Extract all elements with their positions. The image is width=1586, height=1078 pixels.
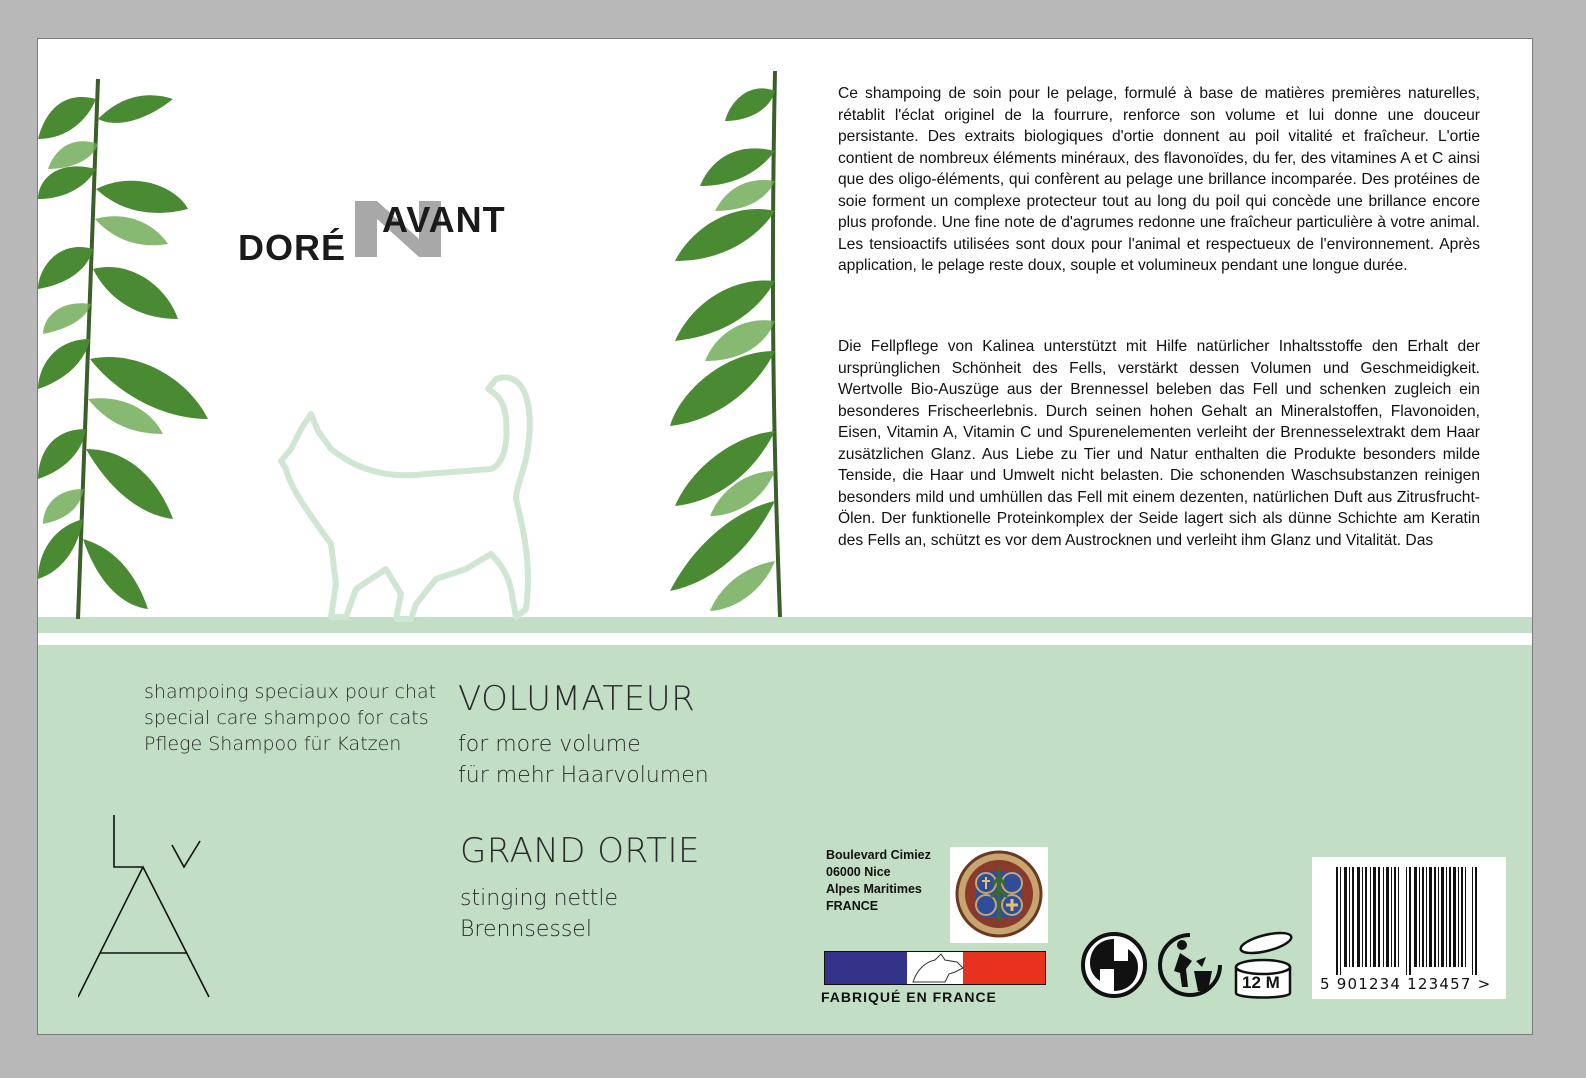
pao-label: 12 M: [1242, 973, 1280, 992]
french-flag: [824, 951, 1046, 985]
crest-icon: [950, 847, 1048, 943]
made-in-france-badge: [821, 951, 1046, 1011]
brand-name-dore: DORÉ: [238, 227, 347, 268]
product-type-en: special care shampoo for cats: [144, 707, 429, 729]
nettle-plant-icon: [38, 59, 218, 619]
address-line: 06000 Nice: [826, 865, 891, 879]
product-type-de: Pflege Shampoo für Katzen: [144, 733, 402, 755]
ingredient-sub-en: stinging nettle: [460, 886, 618, 911]
variant-sub-en: for more volume: [458, 732, 641, 757]
barcode-number: 5 901234 123457 >: [1320, 975, 1492, 993]
ingredient-block: [460, 831, 700, 945]
address-line: Alpes Maritimes: [826, 882, 922, 896]
product-label: [37, 38, 1533, 1035]
variant-block: [458, 679, 709, 791]
address-block: [826, 847, 931, 915]
description-french: Ce shampoing de soin pour le pelage, formulé à base de matières premières naturelles, rétablit l'éclat originel de la fourrure, renforce son volume et lui donne une douceur persistante. Des extraits biologiques d'ortie donnent au poil vitalité et fraîcheur. L'ortie contient de nombreux éléments minéraux, des flavonoïdes, du fer, des vitamines A et C ainsi que des oligo-éléments, qui confèrent au pelage une brillance incomparée. Des protéines de soie forment un complexe protecteur tout au long du poil qui concède une brillance encore plus profonde. Une fine note de d'agrumes redonne une fraîcheur particulière à votre animal. Les tensioactifs utilisées sont doux pour l'animal et respectueux de l'environnement. Après application, le pelage reste doux, souple et volumineux pendant une longue durée.: [838, 85, 1480, 274]
green-dot-icon: [1080, 931, 1148, 999]
brand-name-avant: AVANT: [382, 199, 506, 240]
description-german: Die Fellpflege von Kalinea unterstützt mit Hilfe natürlicher Inhaltsstoffe den Erhalt der ursprünglichen Schönheit des Fells, verstärkt dessen Volumen und Geschmeidigkeit. Wertvolle Bio-Auszüge aus der Brennessel beleben das Fell und schenken zugleich ein besonderes Frischeerlebnis. Durch seinen hohen Gehalt an Mineralstoffen, Flavonoiden, Eisen, Vitamin A, Vitamin C und Spurenelementen verleiht der Brennesselextrakt dem Haar zusätzlichen Glanz. Aus Liebe zu Tier und Natur enthalten die Produkte besonders milde Tenside, die Haar und Umwelt nicht belasten. Die schonenden Waschsubstanzen reinigen besonders mild und umhüllen das Fell mit einem dezenten, natürlichen Duft aus Zitrusfrucht-Ölen. Der funktionelle Proteinkomplex der Seide lagert sich als dünne Schichte am Keratin des Fells an, schützt es vor dem Austrocknen und verleiht ihm Glanz und Vitalität. Das: [838, 338, 1480, 549]
address-line: FRANCE: [826, 899, 879, 913]
product-type-block: [144, 679, 436, 757]
nettle-plant-icon: [630, 61, 790, 617]
barcode-icon: [1312, 857, 1506, 999]
mint-stripe: [38, 617, 1532, 633]
made-in-france-text: FABRIQUÉ EN FRANCE: [821, 989, 997, 1005]
brand-logo: [238, 199, 588, 269]
pao-jar-icon: [1230, 929, 1296, 1001]
ingredient-title: GRAND ORTIE: [460, 831, 700, 871]
variant-title: VOLUMATEUR: [458, 679, 696, 719]
variant-sub-de: für mehr Haarvolumen: [458, 763, 709, 788]
address-line: Boulevard Cimiez: [826, 848, 931, 862]
tidyman-icon: [1156, 931, 1224, 999]
lav-monogram-icon: [78, 815, 210, 1001]
ingredient-sub-de: Brennsessel: [460, 917, 592, 942]
product-type-fr: shampoing speciaux pour chat: [144, 681, 437, 703]
cat-outline-icon: [276, 369, 556, 629]
